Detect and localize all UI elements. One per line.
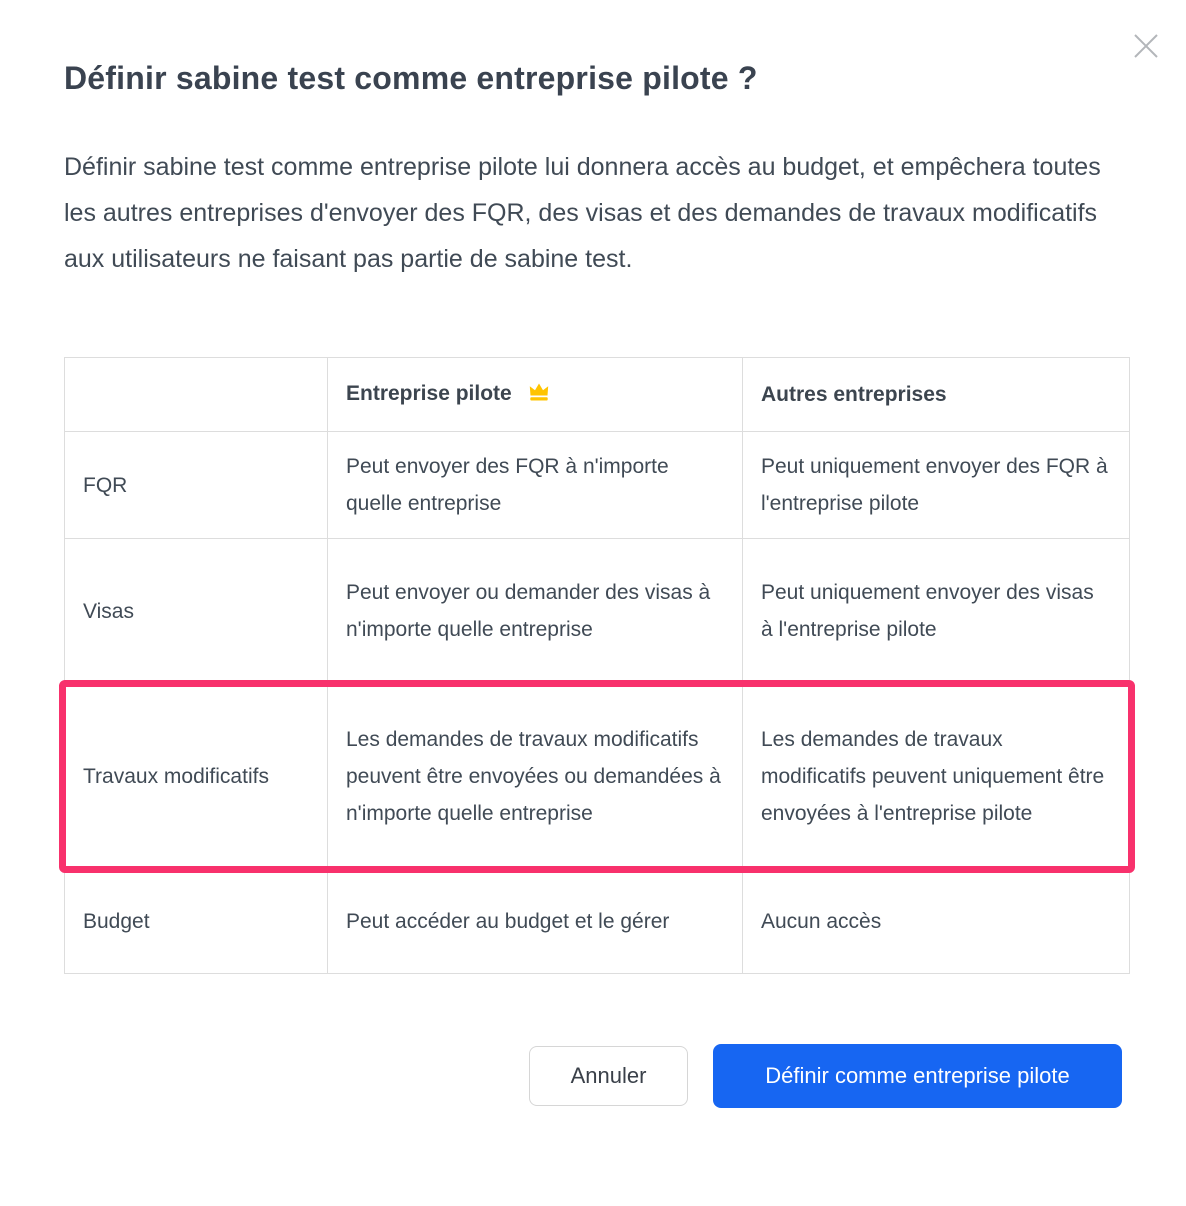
pilot-cell: Les demandes de travaux modificatifs peuvent être envoyées ou demandées à n'importe quelle entreprise (328, 684, 743, 870)
close-button[interactable] (1130, 30, 1162, 62)
dialog-footer (64, 1044, 1122, 1108)
table-row-travaux-modificatifs (65, 684, 1130, 870)
confirm-set-pilot-button[interactable]: Définir comme entreprise pilote (713, 1044, 1122, 1108)
pilot-cell: Peut envoyer ou demander des visas à n'importe quelle entreprise (328, 539, 743, 684)
row-label: FQR (65, 432, 328, 539)
header-pilot-label: Entreprise pilote (346, 382, 512, 405)
close-icon (1131, 31, 1161, 61)
header-other-companies: Autres entreprises (743, 358, 1130, 432)
others-cell: Peut uniquement envoyer des FQR à l'entreprise pilote (743, 432, 1130, 539)
row-label: Travaux modificatifs (65, 684, 328, 870)
row-label: Visas (65, 539, 328, 684)
dialog-description: Définir sabine test comme entreprise pilote lui donnera accès au budget, et empêchera toutes les autres entreprises d'envoyer des FQR, des visas et des demandes de travaux modificatifs aux utilisateurs ne faisant pas partie de sabine test. (64, 153, 1101, 273)
table-row-budget (65, 870, 1130, 974)
permissions-table (64, 357, 1130, 974)
permissions-table-wrap (64, 357, 1129, 974)
page-title: Définir sabine test comme entreprise pilote ? (64, 60, 758, 96)
row-label: Budget (65, 870, 328, 974)
header-pilot-company (328, 358, 743, 432)
crown-icon (528, 377, 550, 414)
others-cell: Peut uniquement envoyer des visas à l'entreprise pilote (743, 539, 1130, 684)
table-row-fqr (65, 432, 1130, 539)
pilot-cell: Peut envoyer des FQR à n'importe quelle entreprise (328, 432, 743, 539)
others-cell: Les demandes de travaux modificatifs peuvent uniquement être envoyées à l'entreprise pilote (743, 684, 1130, 870)
table-header-row (65, 358, 1130, 432)
header-empty-cell (65, 358, 328, 432)
cancel-button[interactable]: Annuler (529, 1046, 688, 1106)
pilot-cell: Peut accéder au budget et le gérer (328, 870, 743, 974)
table-row-visas (65, 539, 1130, 684)
others-cell: Aucun accès (743, 870, 1130, 974)
